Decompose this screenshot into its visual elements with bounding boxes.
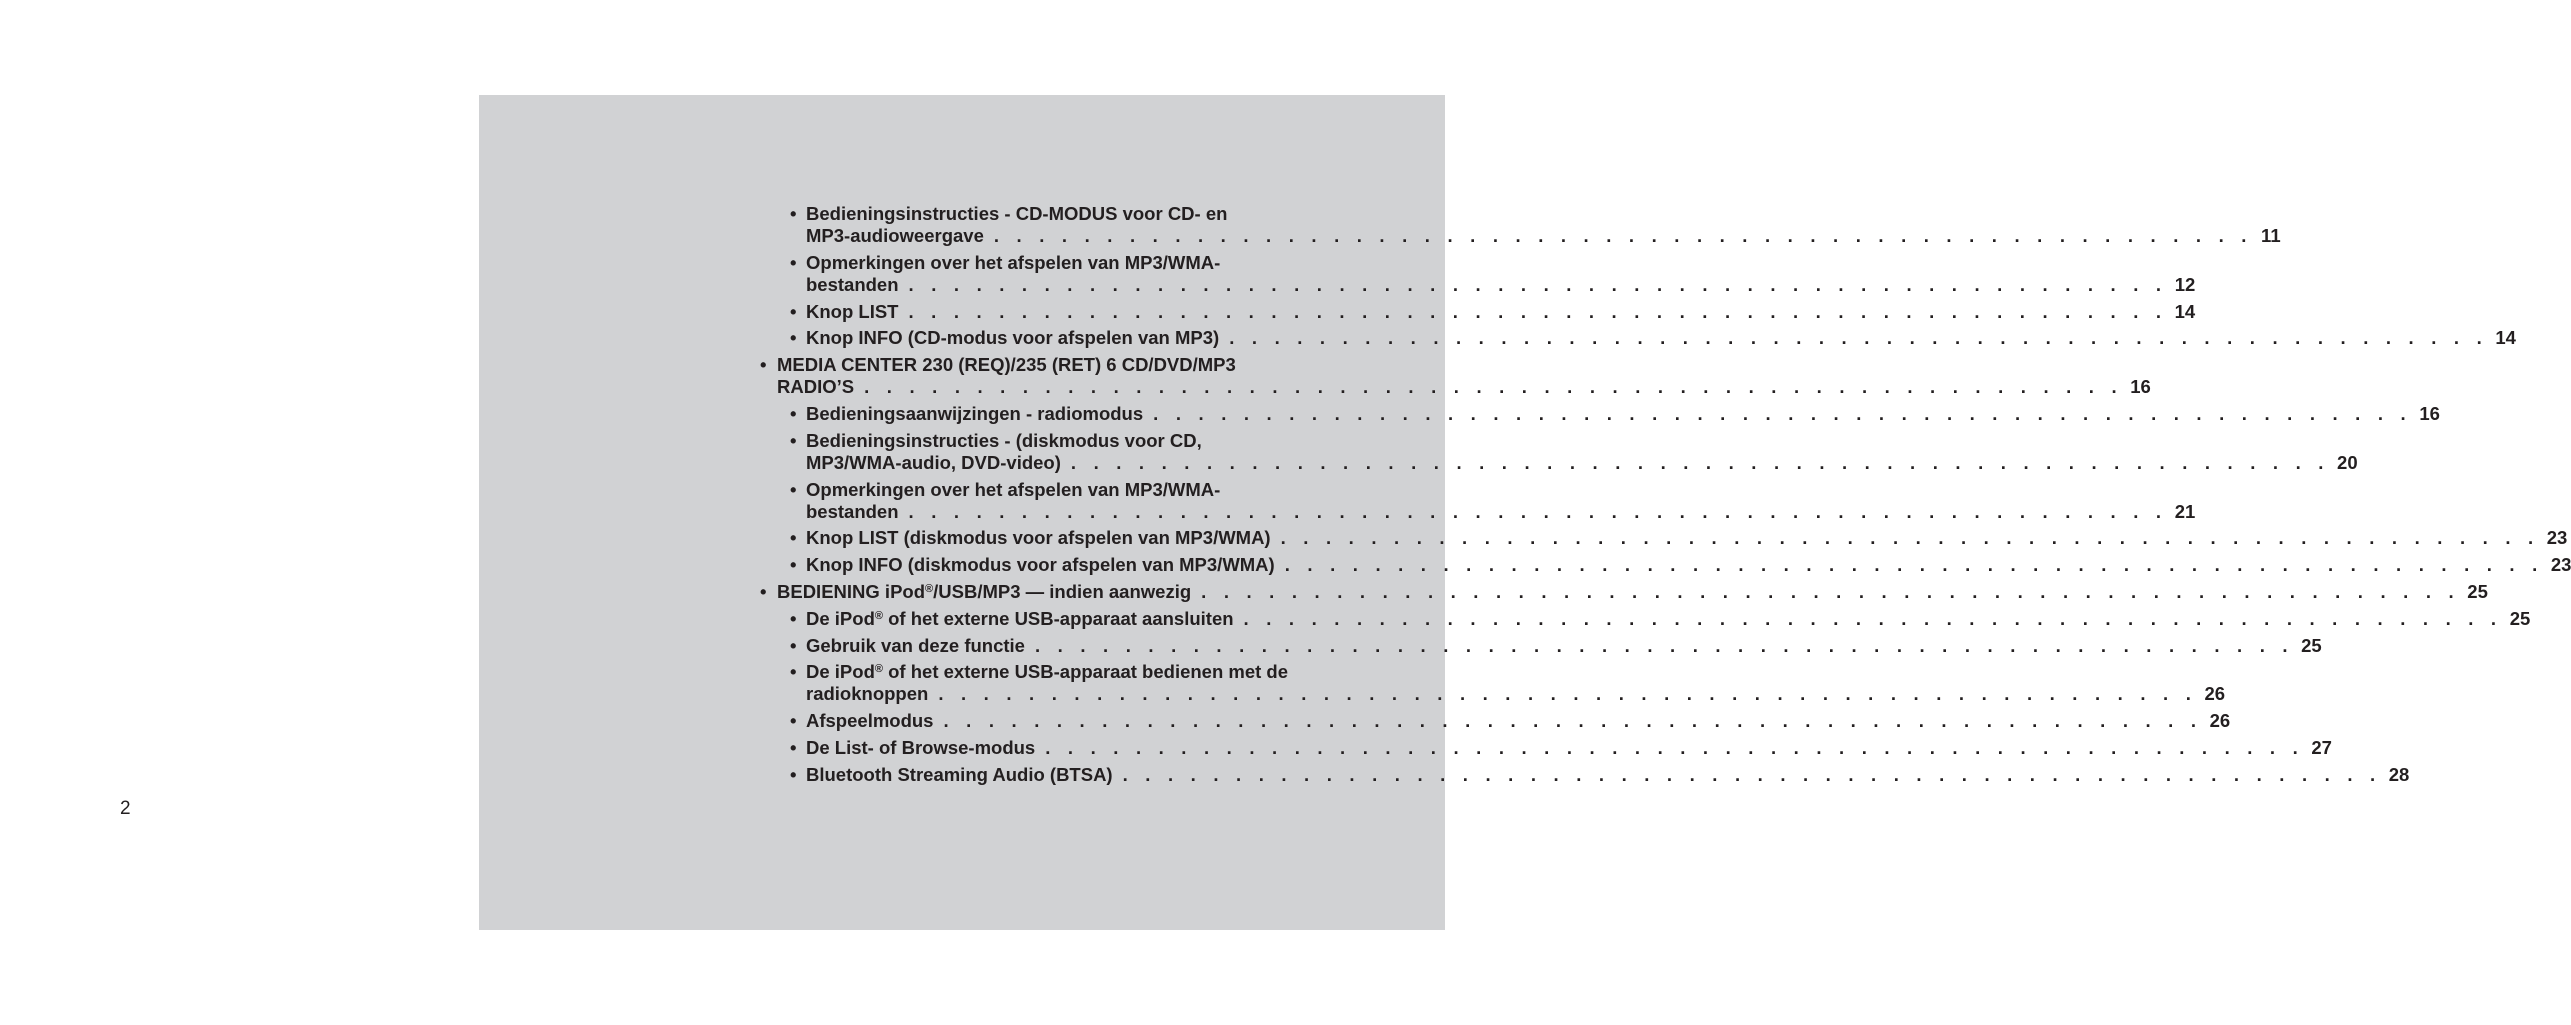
toc-entry-text: Knop INFO (diskmodus voor afspelen van MP3/WMA) [806, 554, 1275, 576]
toc-entry [760, 429, 2358, 474]
toc-entry [760, 402, 2440, 425]
toc-entry [760, 251, 2196, 296]
bullet-icon: • [790, 527, 797, 549]
toc-entry-last-line [777, 376, 2151, 398]
toc-page-number: 26 [2209, 710, 2231, 732]
bullet-icon: • [790, 736, 797, 758]
bullet-icon: • [790, 402, 797, 424]
toc-entry [760, 478, 2196, 523]
dot-leader: . . . . . . . . . . . . . . . . . . . . . . . . . . . . . . . . . . . . . . . . . . . . . . . . . . . . . . . . [1284, 554, 2544, 576]
toc-page-number: 14 [2174, 300, 2196, 322]
toc-entry [760, 661, 2226, 705]
toc-entry-text: MEDIA CENTER 230 (REQ)/235 (RET) 6 CD/DVD/MP3 [777, 354, 1236, 376]
toc-page-number: 28 [2388, 763, 2410, 785]
toc-entry-text: Knop LIST [806, 300, 899, 322]
toc-entry-last-line [806, 527, 2568, 549]
dot-leader: . . . . . . . . . . . . . . . . . . . . . . . . . . . . . . . . . . . . . . . . . . . . . . . . . . . . . . . . [1045, 736, 2304, 758]
toc-entry-last-line [806, 451, 2358, 474]
table-of-contents [760, 203, 2571, 791]
toc-entry-text: De iPod® of het externe USB-apparaat bedienen met de [806, 661, 1289, 683]
toc-entry-last-line [806, 500, 2196, 523]
dot-leader: . . . . . . . . . . . . . . . . . . . . . . . . . . . . . . . . . . . . . . . . . . . . . . . . . . . . . . . . [1122, 763, 2382, 785]
toc-entry-text: Bedieningsinstructies - CD-MODUS voor CD- en [806, 203, 1228, 224]
toc-entry-text: De iPod® of het externe USB-apparaat aansluiten [806, 607, 1234, 629]
toc-entry-last-line [806, 273, 2196, 296]
toc-page-number: 23 [2546, 527, 2568, 549]
toc-page-number: 23 [2550, 554, 2571, 576]
toc-entry-text: bestanden [806, 500, 899, 522]
toc-entry [760, 710, 2231, 732]
page-number: 2 [120, 798, 131, 819]
bullet-icon: • [790, 661, 797, 683]
dot-leader: . . . . . . . . . . . . . . . . . . . . . . . . . . . . . . . . . . . . . . . . . . . . . . . . . . . . . . . . [1070, 451, 2330, 473]
dot-leader: . . . . . . . . . . . . . . . . . . . . . . . . . . . . . . . . . . . . . . . . . . . . . . . . . . . . . . . . [943, 710, 2203, 732]
bullet-icon: • [790, 763, 797, 785]
dot-leader: . . . . . . . . . . . . . . . . . . . . . . . . . . . . . . . . . . . . . . . . . . . . . . . . . . . . . . . . [908, 273, 2168, 295]
toc-page-number: 25 [2509, 607, 2531, 629]
toc-entry-text: Gebruik van deze functie [806, 634, 1025, 656]
bullet-icon: • [790, 429, 797, 451]
toc-entry [760, 527, 2568, 549]
toc-entry-text: De List- of Browse-modus [806, 736, 1036, 758]
toc-entry-text: bestanden [806, 273, 899, 295]
bullet-icon: • [790, 554, 797, 576]
bullet-icon: • [790, 710, 797, 732]
toc-entry [760, 203, 2281, 247]
toc-entry [760, 300, 2196, 323]
toc-entry-last-line [806, 683, 2226, 705]
toc-entry-last-line [777, 580, 2488, 603]
toc-entry-text: MP3-audioweergave [806, 225, 984, 246]
toc-page-number: 25 [2301, 634, 2322, 656]
bullet-icon: • [760, 580, 767, 602]
toc-entry-last-line [806, 634, 2322, 657]
dot-leader: . . . . . . . . . . . . . . . . . . . . . . . . . . . . . . . . . . . . . . . . . . . . . . . . . . . . . . . . [993, 225, 2253, 246]
toc-page-number: 12 [2174, 273, 2196, 295]
toc-entry-text: Knop INFO (CD-modus voor afspelen van MP3) [806, 327, 1220, 349]
toc-entry-text: Bedieningsaanwijzingen - radiomodus [806, 402, 1144, 424]
bullet-icon: • [790, 300, 797, 322]
toc-entry-last-line [806, 554, 2571, 576]
toc-entry [760, 736, 2332, 759]
dot-leader: . . . . . . . . . . . . . . . . . . . . . . . . . . . . . . . . . . . . . . . . . . . . . . . . . . . . . . . . [1153, 402, 2412, 424]
bullet-icon: • [790, 251, 797, 273]
bullet-icon: • [790, 327, 797, 349]
toc-page-number: 25 [2467, 580, 2488, 602]
toc-page-number: 14 [2495, 327, 2516, 349]
dot-leader: . . . . . . . . . . . . . . . . . . . . . . . . . . . . . . . . . . . . . . . . . . . . . . . . . . . . . . . . [1229, 327, 2488, 349]
bullet-icon: • [760, 354, 767, 376]
bullet-icon: • [790, 203, 797, 224]
toc-page-number: 20 [2337, 451, 2358, 473]
dot-leader: . . . . . . . . . . . . . . . . . . . . . . . . . . . . . . . . . . . . . . . . . . . . . . . . . . . . . . . . [908, 500, 2168, 522]
dot-leader: . . . . . . . . . . . . . . . . . . . . . . . . . . . . . . . . . . . . . . . . . . . . . . . . . . . . . . . . [1034, 634, 2294, 656]
toc-entry-text: Bluetooth Streaming Audio (BTSA) [806, 763, 1113, 785]
toc-entry-text: Bedieningsinstructies - (diskmodus voor CD, [806, 429, 1202, 451]
toc-entry-last-line [806, 225, 2281, 247]
bullet-icon: • [790, 634, 797, 656]
dot-leader: . . . . . . . . . . . . . . . . . . . . . . . . . . . . . . . . . . . . . . . . . . . . . . . . . . . . . . . . [1201, 580, 2460, 602]
toc-page-number: 26 [2204, 683, 2226, 705]
toc-entry-last-line [806, 736, 2332, 759]
toc-entry-text: Opmerkingen over het afspelen van MP3/WMA- [806, 251, 1221, 273]
toc-entry [760, 580, 2488, 603]
toc-entry [760, 634, 2322, 657]
toc-entry [760, 607, 2531, 630]
toc-entry-last-line [806, 710, 2231, 732]
dot-leader: . . . . . . . . . . . . . . . . . . . . . . . . . . . . . . . . . . . . . . . . . . . . . . . . . . . . . . . . [864, 376, 2123, 398]
dot-leader: . . . . . . . . . . . . . . . . . . . . . . . . . . . . . . . . . . . . . . . . . . . . . . . . . . . . . . . . [1280, 527, 2540, 549]
toc-entry-text: Knop LIST (diskmodus voor afspelen van MP3/WMA) [806, 527, 1271, 549]
bullet-icon: • [790, 478, 797, 500]
toc-entry-text: MP3/WMA-audio, DVD-video) [806, 451, 1061, 473]
toc-entry-text: Afspeelmodus [806, 710, 934, 732]
toc-entry [760, 354, 2151, 398]
toc-entry [760, 554, 2571, 576]
toc-entry-text: RADIO’S [777, 376, 855, 398]
dot-leader: . . . . . . . . . . . . . . . . . . . . . . . . . . . . . . . . . . . . . . . . . . . . . . . . . . . . . . . . [1243, 607, 2503, 629]
toc-entry-last-line [806, 402, 2440, 425]
toc-entry-last-line [806, 300, 2196, 323]
toc-page-number: 11 [2261, 225, 2281, 246]
dot-leader: . . . . . . . . . . . . . . . . . . . . . . . . . . . . . . . . . . . . . . . . . . . . . . . . . . . . . . . . [908, 300, 2168, 322]
toc-entry-last-line [806, 607, 2531, 630]
toc-entry [760, 327, 2516, 349]
toc-entry-last-line [806, 327, 2516, 349]
toc-entry-text: radioknoppen [806, 683, 929, 705]
toc-entry-text: Opmerkingen over het afspelen van MP3/WMA- [806, 478, 1221, 500]
toc-entry-text: BEDIENING iPod®/USB/MP3 — indien aanwezig [777, 580, 1192, 602]
toc-page-number: 16 [2419, 402, 2440, 424]
bullet-icon: • [790, 607, 797, 629]
toc-entry [760, 763, 2410, 786]
dot-leader: . . . . . . . . . . . . . . . . . . . . . . . . . . . . . . . . . . . . . . . . . . . . . . . . . . . . . . . . [938, 683, 2198, 705]
toc-page-number: 16 [2130, 376, 2151, 398]
toc-page-number: 27 [2311, 736, 2332, 758]
toc-entry-last-line [806, 763, 2410, 786]
toc-page-number: 21 [2174, 500, 2196, 522]
